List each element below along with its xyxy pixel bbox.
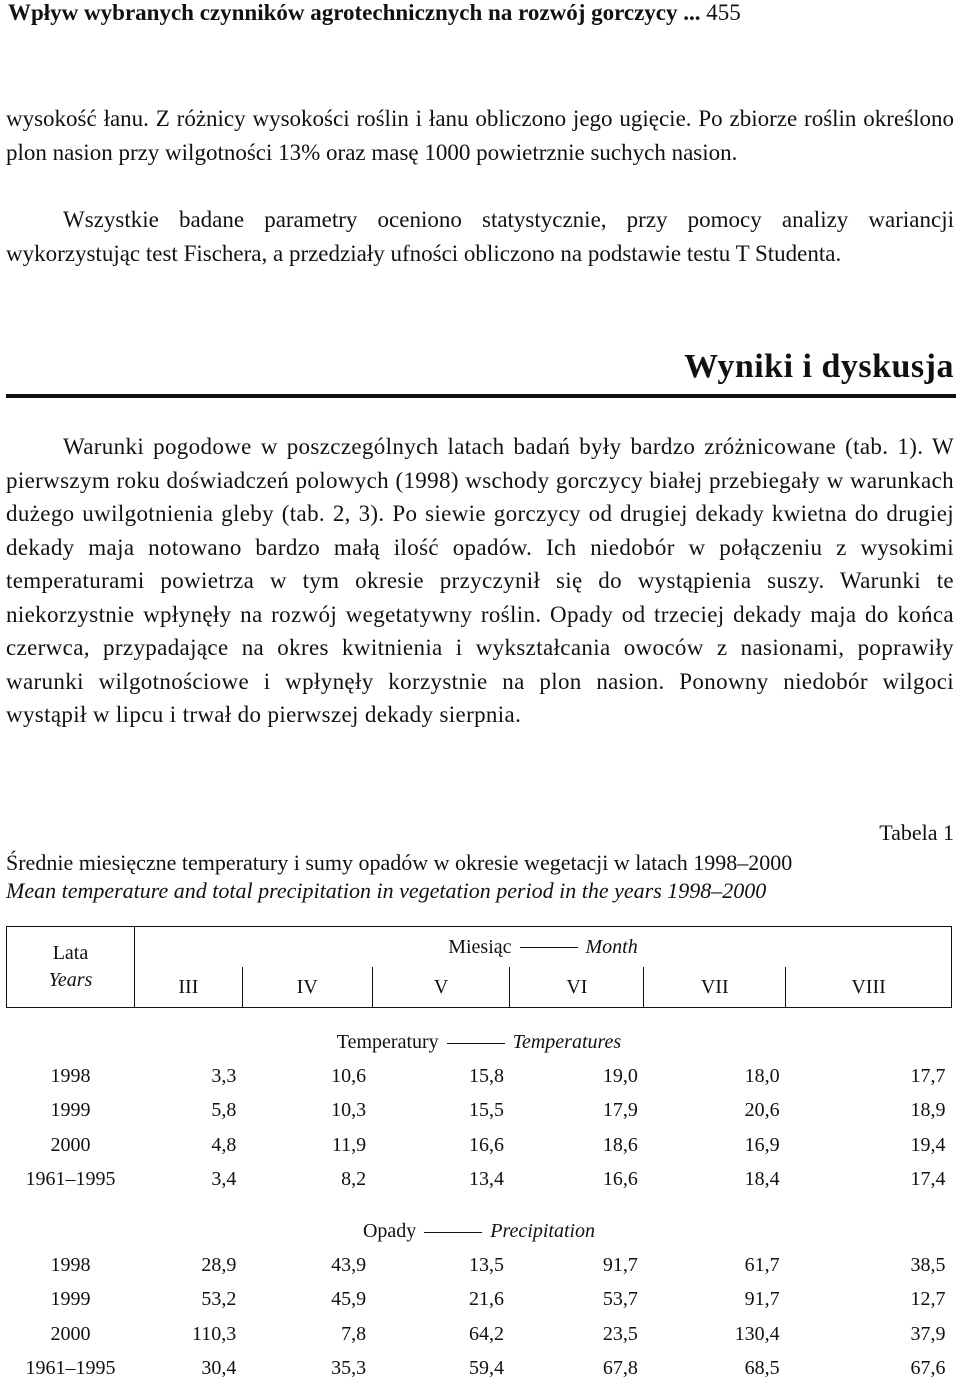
value-cell: 61,7 [644, 1248, 786, 1283]
value-cell: 16,6 [372, 1128, 510, 1163]
year-cell: 2000 [7, 1317, 135, 1352]
em-dash [520, 947, 578, 948]
year-cell: 1961–1995 [7, 1352, 135, 1386]
value-cell: 45,9 [242, 1283, 372, 1318]
value-cell: 18,4 [644, 1163, 786, 1198]
table-row [7, 1094, 952, 1129]
value-cell: 28,9 [134, 1248, 242, 1283]
value-cell: 13,4 [372, 1163, 510, 1198]
value-cell: 67,8 [510, 1352, 644, 1386]
value-cell: 23,5 [510, 1317, 644, 1352]
precipitation-subheader [7, 1197, 952, 1248]
value-cell: 53,2 [134, 1283, 242, 1318]
value-cell: 91,7 [510, 1248, 644, 1283]
month-header: VI [510, 967, 644, 1008]
section-rule [6, 394, 956, 398]
value-cell: 38,5 [786, 1248, 952, 1283]
table-row [7, 1317, 952, 1352]
value-cell: 37,9 [786, 1317, 952, 1352]
value-cell: 17,9 [510, 1094, 644, 1129]
year-cell: 1998 [7, 1059, 135, 1094]
temperature-title-en: Temperatures [513, 1031, 622, 1053]
value-cell: 10,6 [242, 1059, 372, 1094]
header-month-en: Month [586, 936, 638, 958]
month-header: VIII [786, 967, 952, 1008]
header-month-pl: Miesiąc [448, 936, 511, 958]
value-cell: 3,4 [134, 1163, 242, 1198]
value-cell: 12,7 [786, 1283, 952, 1318]
value-cell: 8,2 [242, 1163, 372, 1198]
value-cell: 59,4 [372, 1352, 510, 1386]
value-cell: 91,7 [644, 1283, 786, 1318]
weather-table [6, 926, 952, 1386]
value-cell: 130,4 [644, 1317, 786, 1352]
header-month-cell [134, 927, 951, 968]
month-header: III [134, 967, 242, 1008]
month-header: IV [242, 967, 372, 1008]
year-cell: 1998 [7, 1248, 135, 1283]
temperature-subheader [7, 1008, 952, 1060]
value-cell: 18,0 [644, 1059, 786, 1094]
header-years-en: Years [49, 969, 93, 991]
table-row [7, 1352, 952, 1386]
table-caption-en: Mean temperature and total precipitation in vegetation period in the years 1998–2000 [6, 878, 766, 904]
value-cell: 20,6 [644, 1094, 786, 1129]
value-cell: 17,4 [786, 1163, 952, 1198]
table-months-row [7, 967, 952, 1008]
table-row [7, 1248, 952, 1283]
running-header [8, 0, 954, 24]
year-cell: 1999 [7, 1094, 135, 1129]
value-cell: 7,8 [242, 1317, 372, 1352]
value-cell: 30,4 [134, 1352, 242, 1386]
month-header: V [372, 967, 510, 1008]
value-cell: 53,7 [510, 1283, 644, 1318]
header-years-pl: Lata [53, 942, 89, 964]
value-cell: 15,8 [372, 1059, 510, 1094]
value-cell: 5,8 [134, 1094, 242, 1129]
table-header-row [7, 927, 952, 968]
year-cell: 1999 [7, 1283, 135, 1318]
value-cell: 18,6 [510, 1128, 644, 1163]
value-cell: 64,2 [372, 1317, 510, 1352]
value-cell: 16,9 [644, 1128, 786, 1163]
value-cell: 15,5 [372, 1094, 510, 1129]
month-header: VII [644, 967, 786, 1008]
table-caption-pl: Średnie miesięczne temperatury i sumy opadów w okresie wegetacji w latach 1998–2000 [6, 850, 792, 876]
value-cell: 19,4 [786, 1128, 952, 1163]
value-cell: 10,3 [242, 1094, 372, 1129]
table-label: Tabela 1 [879, 820, 954, 846]
table-row [7, 1283, 952, 1318]
table-row [7, 1128, 952, 1163]
year-cell: 1961–1995 [7, 1163, 135, 1198]
precipitation-title-pl: Opady [363, 1220, 416, 1242]
value-cell: 13,5 [372, 1248, 510, 1283]
value-cell: 11,9 [242, 1128, 372, 1163]
value-cell: 68,5 [644, 1352, 786, 1386]
value-cell: 18,9 [786, 1094, 952, 1129]
precipitation-title-en: Precipitation [490, 1220, 595, 1242]
value-cell: 16,6 [510, 1163, 644, 1198]
temperature-subheader-row [7, 1008, 952, 1060]
value-cell: 21,6 [372, 1283, 510, 1318]
section-title: Wyniki i dyskusja [684, 348, 954, 386]
value-cell: 4,8 [134, 1128, 242, 1163]
em-dash [424, 1232, 482, 1233]
value-cell: 19,0 [510, 1059, 644, 1094]
value-cell: 110,3 [134, 1317, 242, 1352]
temperature-title-pl: Temperatury [337, 1031, 439, 1053]
paragraph-methods-end: wysokość łanu. Z różnicy wysokości roślin i łanu obliczono jego ugięcie. Po zbiorze roślin określono plon nasion przy wilgotności 13% oraz masę 1000 powietrznie suchych nasion. [6, 102, 954, 169]
year-cell: 2000 [7, 1128, 135, 1163]
value-cell: 43,9 [242, 1248, 372, 1283]
page-number: 455 [706, 0, 741, 25]
table-row [7, 1059, 952, 1094]
header-years-cell [7, 927, 135, 1008]
em-dash [447, 1043, 505, 1044]
value-cell: 67,6 [786, 1352, 952, 1386]
running-header-title: Wpływ wybranych czynników agrotechnicznych na rozwój gorczycy ... [8, 0, 701, 25]
table-row [7, 1163, 952, 1198]
value-cell: 3,3 [134, 1059, 242, 1094]
paragraph-statistics: Wszystkie badane parametry oceniono statystycznie, przy pomocy analizy wariancji wykorzystując test Fischera, a przedziały ufności obliczono na podstawie testu T Studenta. [6, 203, 954, 270]
value-cell: 17,7 [786, 1059, 952, 1094]
value-cell: 35,3 [242, 1352, 372, 1386]
precipitation-subheader-row [7, 1197, 952, 1248]
paragraph-results: Warunki pogodowe w poszczególnych latach badań były bardzo zróżnicowane (tab. 1). W pierwszym roku doświadczeń polowych (1998) wschody gorczycy białej przebiegały w warunkach dużego uwilgotnienia gleby (tab. 2, 3). Po siewie gorczycy od drugiej dekady kwietna do drugiej dekady maja notowano bardzo małą ilość opadów. Ich niedobór w połączeniu z wysokimi temperaturami powietrza w tym okresie przyczynił się do wystąpienia suszy. Warunki te niekorzystnie wpłynęły na rozwój wegetatywny roślin. Opady od trzeciej dekady maja do końca czerwca, przypadające na okres kwitnienia i wykształcania owoców z nasionami, poprawiły warunki wilgotnościowe i wpłynęły korzystnie na plon nasion. Ponowny niedobór wilgoci wystąpił w lipcu i trwał do pierwszej dekady sierpnia. [6, 430, 954, 732]
